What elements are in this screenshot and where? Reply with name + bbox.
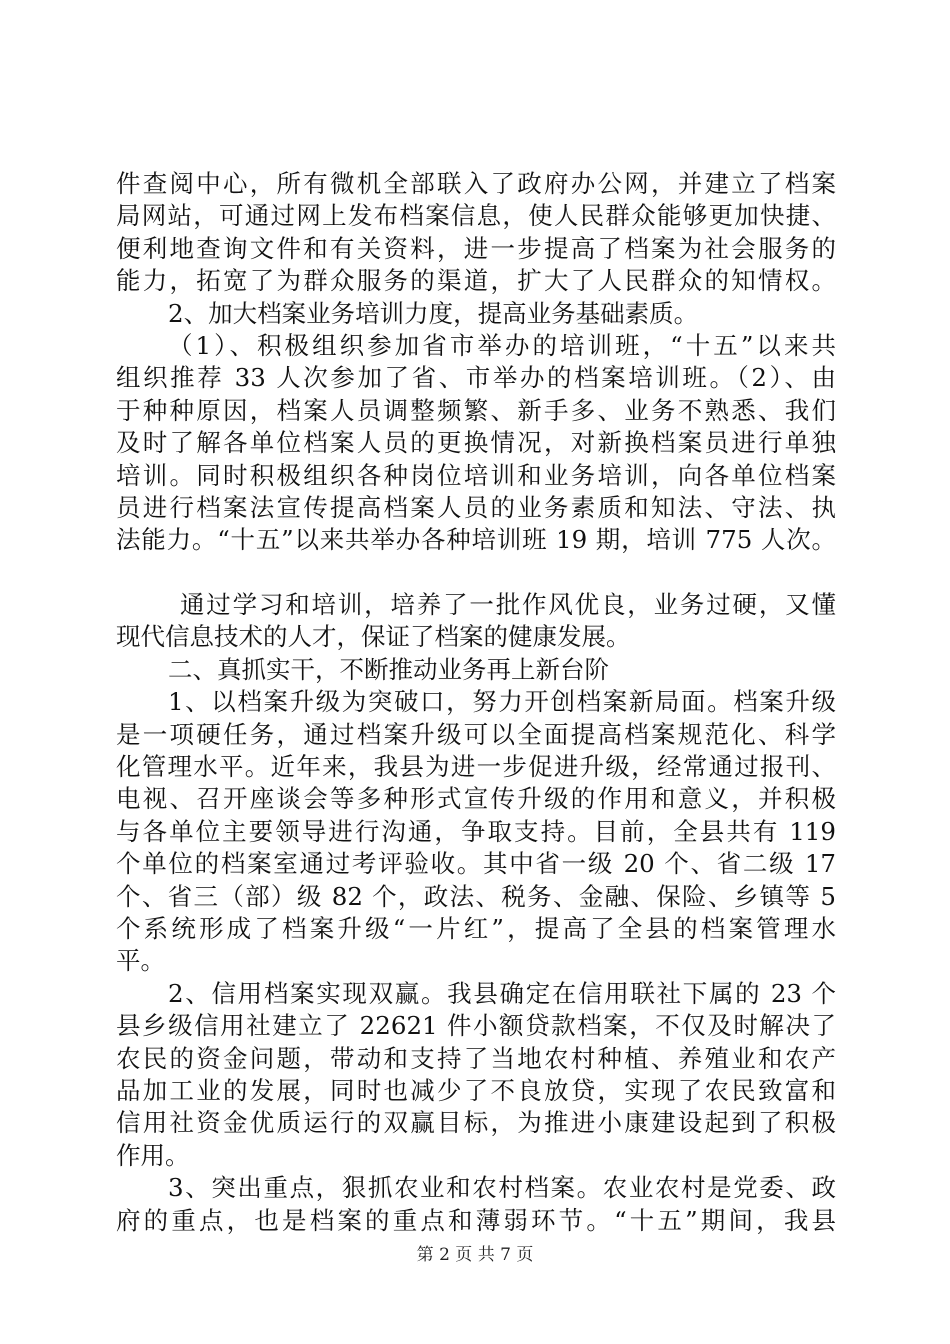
text-line: 3、突出重点，狠抓农业和农村档案。农业农村是党委、政: [168, 1173, 836, 1203]
section-heading: 二、真抓实干，不断推动业务再上新台阶: [168, 654, 609, 684]
text-line: 个单位的档案室通过考评验收。其中省一级 20 个、省二级 17: [116, 849, 836, 879]
text-line: 培训。同时积极组织各种岗位培训和业务培训，向各单位档案: [116, 460, 836, 490]
text-line: 现代信息技术的人才，保证了档案的健康发展。: [116, 622, 631, 652]
text-line: 电视、召开座谈会等多种形式宣传升级的作用和意义，并积极: [116, 784, 836, 814]
text-line: 农民的资金问题，带动和支持了当地农村种植、养殖业和农产: [116, 1043, 836, 1073]
text-line: 个系统形成了档案升级“一片红”，提高了全县的档案管理水: [116, 913, 836, 943]
text-line: 平。: [116, 946, 165, 976]
text-line: 法能力。“十五”以来共举办各种培训班 19 期，培训 775 人次。: [116, 525, 836, 555]
section-heading: 2、加大档案业务培训力度，提高业务基础素质。: [168, 298, 699, 328]
text-line: 员进行档案法宣传提高档案人员的业务素质和知法、守法、执: [116, 492, 836, 522]
text-line: 与各单位主要领导进行沟通，争取支持。目前，全县共有 119: [116, 816, 836, 846]
text-line: 通过学习和培训，培养了一批作风优良，业务过硬，又懂: [180, 590, 836, 620]
page-number: 第 2 页 共 7 页: [416, 1245, 534, 1265]
text-line: 组织推荐 33 人次参加了省、市举办的档案培训班。（2）、由: [116, 363, 836, 393]
document-body: [116, 168, 836, 1237]
text-line: 作用。: [116, 1140, 190, 1170]
text-line: 化管理水平。近年来，我县为进一步促进升级，经常通过报刊、: [116, 752, 836, 782]
text-line: 便利地查询文件和有关资料，进一步提高了档案为社会服务的: [116, 233, 836, 263]
text-line: 能力，拓宽了为群众服务的渠道，扩大了人民群众的知情权。: [116, 266, 836, 296]
text-line: 于种种原因，档案人员调整频繁、新手多、业务不熟悉、我们: [116, 395, 836, 425]
text-line: 及时了解各单位档案人员的更换情况，对新换档案员进行单独: [116, 428, 836, 458]
text-line: 件查阅中心，所有微机全部联入了政府办公网，并建立了档案: [116, 169, 836, 198]
paragraph-gap: [116, 557, 836, 589]
text-line: 局网站，可通过网上发布档案信息，使人民群众能够更加快捷、: [116, 201, 836, 231]
text-line: （1）、积极组织参加省市举办的培训班，“十五”以来共: [168, 330, 836, 360]
text-line: 个、省三（部）级 82 个，政法、税务、金融、保险、乡镇等 5: [116, 881, 836, 911]
text-line: 府的重点，也是档案的重点和薄弱环节。“十五”期间，我县: [116, 1205, 836, 1235]
text-line: 1、以档案升级为突破口，努力开创档案新局面。档案升级: [168, 687, 836, 717]
text-line: 品加工业的发展，同时也减少了不良放贷，实现了农民致富和: [116, 1075, 836, 1105]
text-line: 2、信用档案实现双赢。我县确定在信用联社下属的 23 个: [168, 978, 836, 1008]
text-line: 是一项硬任务，通过档案升级可以全面提高档案规范化、科学: [116, 719, 836, 749]
text-line: 信用社资金优质运行的双赢目标，为推进小康建设起到了积极: [116, 1108, 836, 1138]
text-line: 县乡级信用社建立了 22621 件小额贷款档案，不仅及时解决了: [116, 1011, 836, 1041]
